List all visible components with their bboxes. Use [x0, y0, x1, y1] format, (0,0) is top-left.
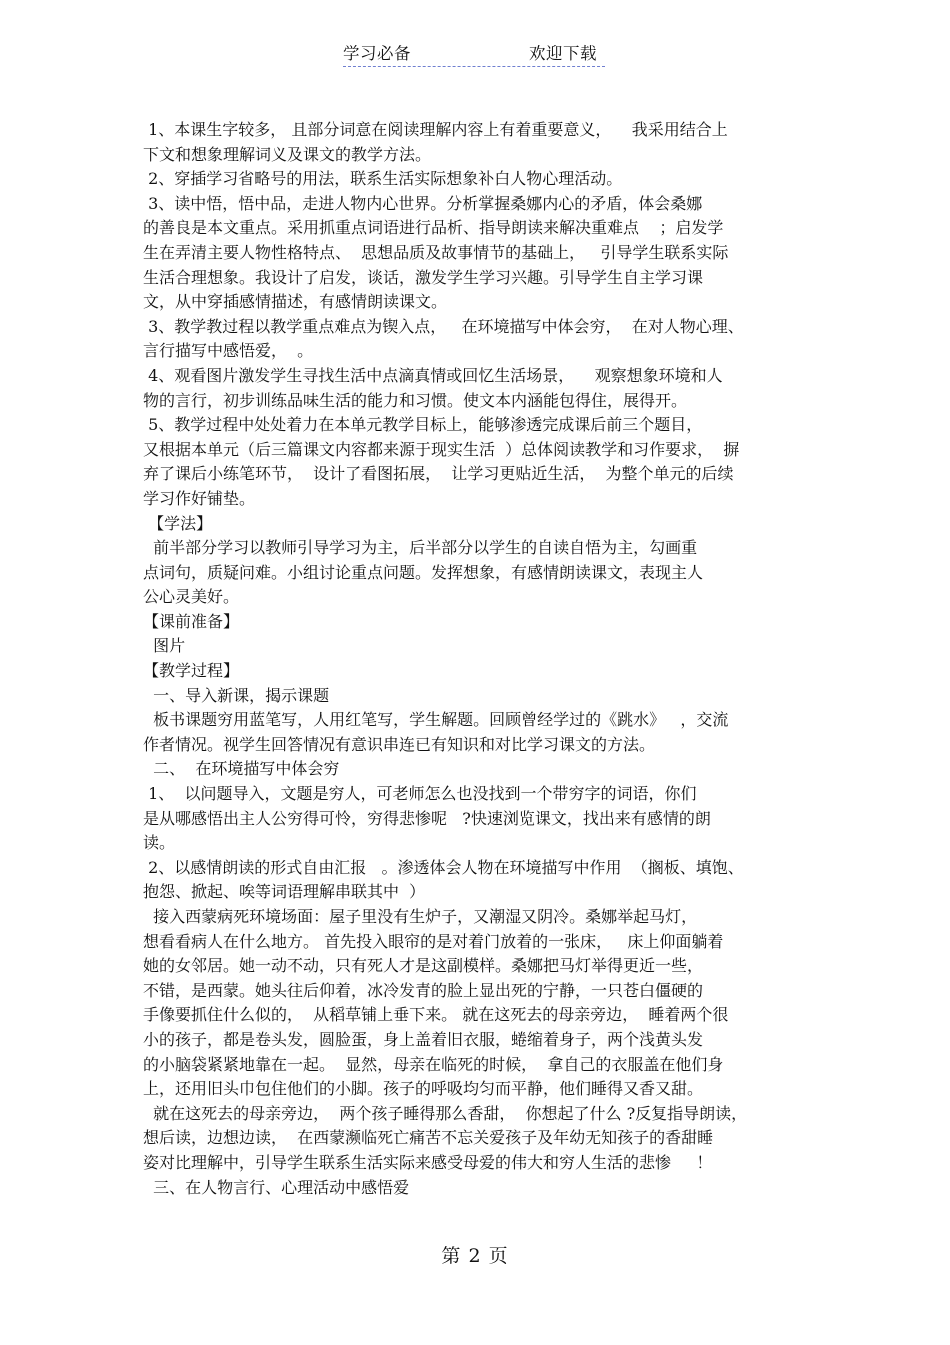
text-line: 小的孩子，都是卷头发，圆脸蛋，身上盖着旧衣服，蜷缩着身子，两个浅黄头发: [143, 1029, 704, 1049]
text-line: 言行描写中感悟爱， 。: [143, 341, 314, 361]
text-line: 生活合理想象。我设计了启发，谈话，激发学生学习兴趣。引导学生自主学习课: [143, 267, 704, 287]
text-line: 前半部分学习以教师引导学习为主，后半部分以学生的自读自悟为主，勾画重: [143, 538, 698, 558]
page-header: [343, 40, 605, 67]
text-line: 的小脑袋紧紧地靠在一起。 显然，母亲在临死的时候， 拿自己的衣服盖在他们身: [143, 1054, 724, 1074]
text-line: 板书课题穷用蓝笔写，人用红笔写，学生解题。回顾曾经学过的《跳水》 ，交流: [143, 710, 729, 730]
text-line: 她的女邻居。她一动不动，只有死人才是这副模样。桑娜把马灯举得更近一些，: [143, 956, 704, 976]
text-line: 作者情况。视学生回答情况有意识串连已有知识和对比学习课文的方法。: [143, 734, 656, 754]
text-line: 1、 以问题导入，文题是穷人，可老师怎么也没找到一个带穷字的词语，你们: [143, 784, 697, 804]
text-line: 下文和想象理解词义及课文的教学方法。: [143, 144, 432, 164]
header-left-text: 学习必备: [343, 44, 411, 63]
document-body: [143, 118, 813, 1200]
text-line: 5、教学过程中处处着力在本单元教学目标上，能够渗透完成课后前三个题目，: [143, 415, 703, 435]
text-line: 公心灵美好。: [143, 587, 240, 607]
text-line: 1、本课生字较多， 且部分词意在阅读理解内容上有着重要意义， 我采用结合上: [143, 120, 728, 139]
text-line: 物的言行，初步训练品味生活的能力和习惯。使文本内涵能包得住，展得开。: [143, 390, 688, 410]
text-line: 接入西蒙病死环境场面：屋子里没有生炉子，又潮湿又阴冷。桑娜举起马灯，: [143, 907, 698, 926]
subsection-heading: 三、在人物言行、心理活动中感悟爱: [143, 1177, 410, 1197]
text-line: 2、穿插学习省略号的用法，联系生活实际想象补白人物心理活动。: [143, 169, 623, 189]
text-line: 点词句，质疑问难。小组讨论重点问题。发挥想象，有感情朗读课文，表现主人: [143, 562, 704, 582]
text-line: 想看看病人在什么地方。 首先投入眼帘的是对着门放着的一张床， 床上仰面躺着: [143, 931, 724, 951]
text-line: 想后读，边想边读， 在西蒙濒临死亡痛苦不忘关爱孩子及年幼无知孩子的香甜睡: [143, 1128, 714, 1148]
text-line: 又根据本单元（后三篇课文内容都来源于现实生活 ）总体阅读教学和习作要求， 摒: [143, 439, 740, 459]
text-line: 3、教学教过程以教学重点难点为锲入点， 在环境描写中体会穷， 在对人物心理、: [143, 316, 744, 336]
section-heading: 【教学过程】: [143, 661, 240, 681]
header-right-text: 欢迎下载: [529, 44, 597, 63]
text-line: 图片: [143, 636, 186, 656]
text-line: 就在这死去的母亲旁边， 两个孩子睡得那么香甜， 你想起了什么 ?反复指导朗读，: [143, 1103, 748, 1123]
text-line: 弃了课后小练笔环节， 设计了看图拓展， 让学习更贴近生活， 为整个单元的后续: [143, 464, 734, 484]
text-line: 姿对比理解中，引导学生联系生活实际来感受母爱的伟大和穷人生活的悲惨 ！: [143, 1152, 713, 1172]
text-line: 文，从中穿插感情描述，有感情朗读课文。: [143, 292, 448, 312]
text-line: 生在弄清主要人物性格特点、 思想品质及故事情节的基础上， 引导学生联系实际: [143, 242, 729, 262]
subsection-heading: 一、导入新课，揭示课题: [143, 685, 330, 705]
text-line: 上，还用旧头巾包住他们的小脚。孩子的呼吸均匀而平静，他们睡得又香又甜。: [143, 1079, 704, 1099]
text-line: 是从哪感悟出主人公穷得可怜，穷得悲惨呢 ?快速浏览课文，找出来有感情的朗: [143, 808, 711, 828]
text-line: 抱怨、掀起、唉等词语理解串联其中 ）: [143, 882, 426, 902]
section-heading: 【学法】: [143, 513, 213, 533]
text-line: 4、观看图片激发学生寻找生活中点滴真情或回忆生活场景， 观察想象环境和人: [143, 365, 723, 385]
text-line: 3、读中悟，悟中品，走进人物内心世界。分析掌握桑娜内心的矛盾，体会桑娜: [143, 193, 703, 213]
text-line: 读。: [143, 833, 176, 853]
text-line: 2、以感情朗读的形式自由汇报 。渗透体会人物在环境描写中作用 （搁板、填饱、: [143, 857, 744, 877]
page-number: 第 2 页: [441, 1245, 509, 1267]
subsection-heading: 二、 在环境描写中体会穷: [143, 759, 340, 779]
text-line: 学习作好铺垫。: [143, 488, 256, 508]
text-line: 不错，是西蒙。她头往后仰着，冰冷发青的脸上显出死的宁静，一只苍白僵硬的: [143, 980, 704, 1000]
text-line: 手像要抓住什么似的， 从稻草铺上垂下来。 就在这死去的母亲旁边， 睡着两个很: [143, 1005, 729, 1025]
section-heading: 【课前准备】: [143, 611, 240, 631]
text-line: 的善良是本文重点。采用抓重点词语进行品析、指导朗读来解决重难点 ；启发学: [143, 218, 724, 238]
